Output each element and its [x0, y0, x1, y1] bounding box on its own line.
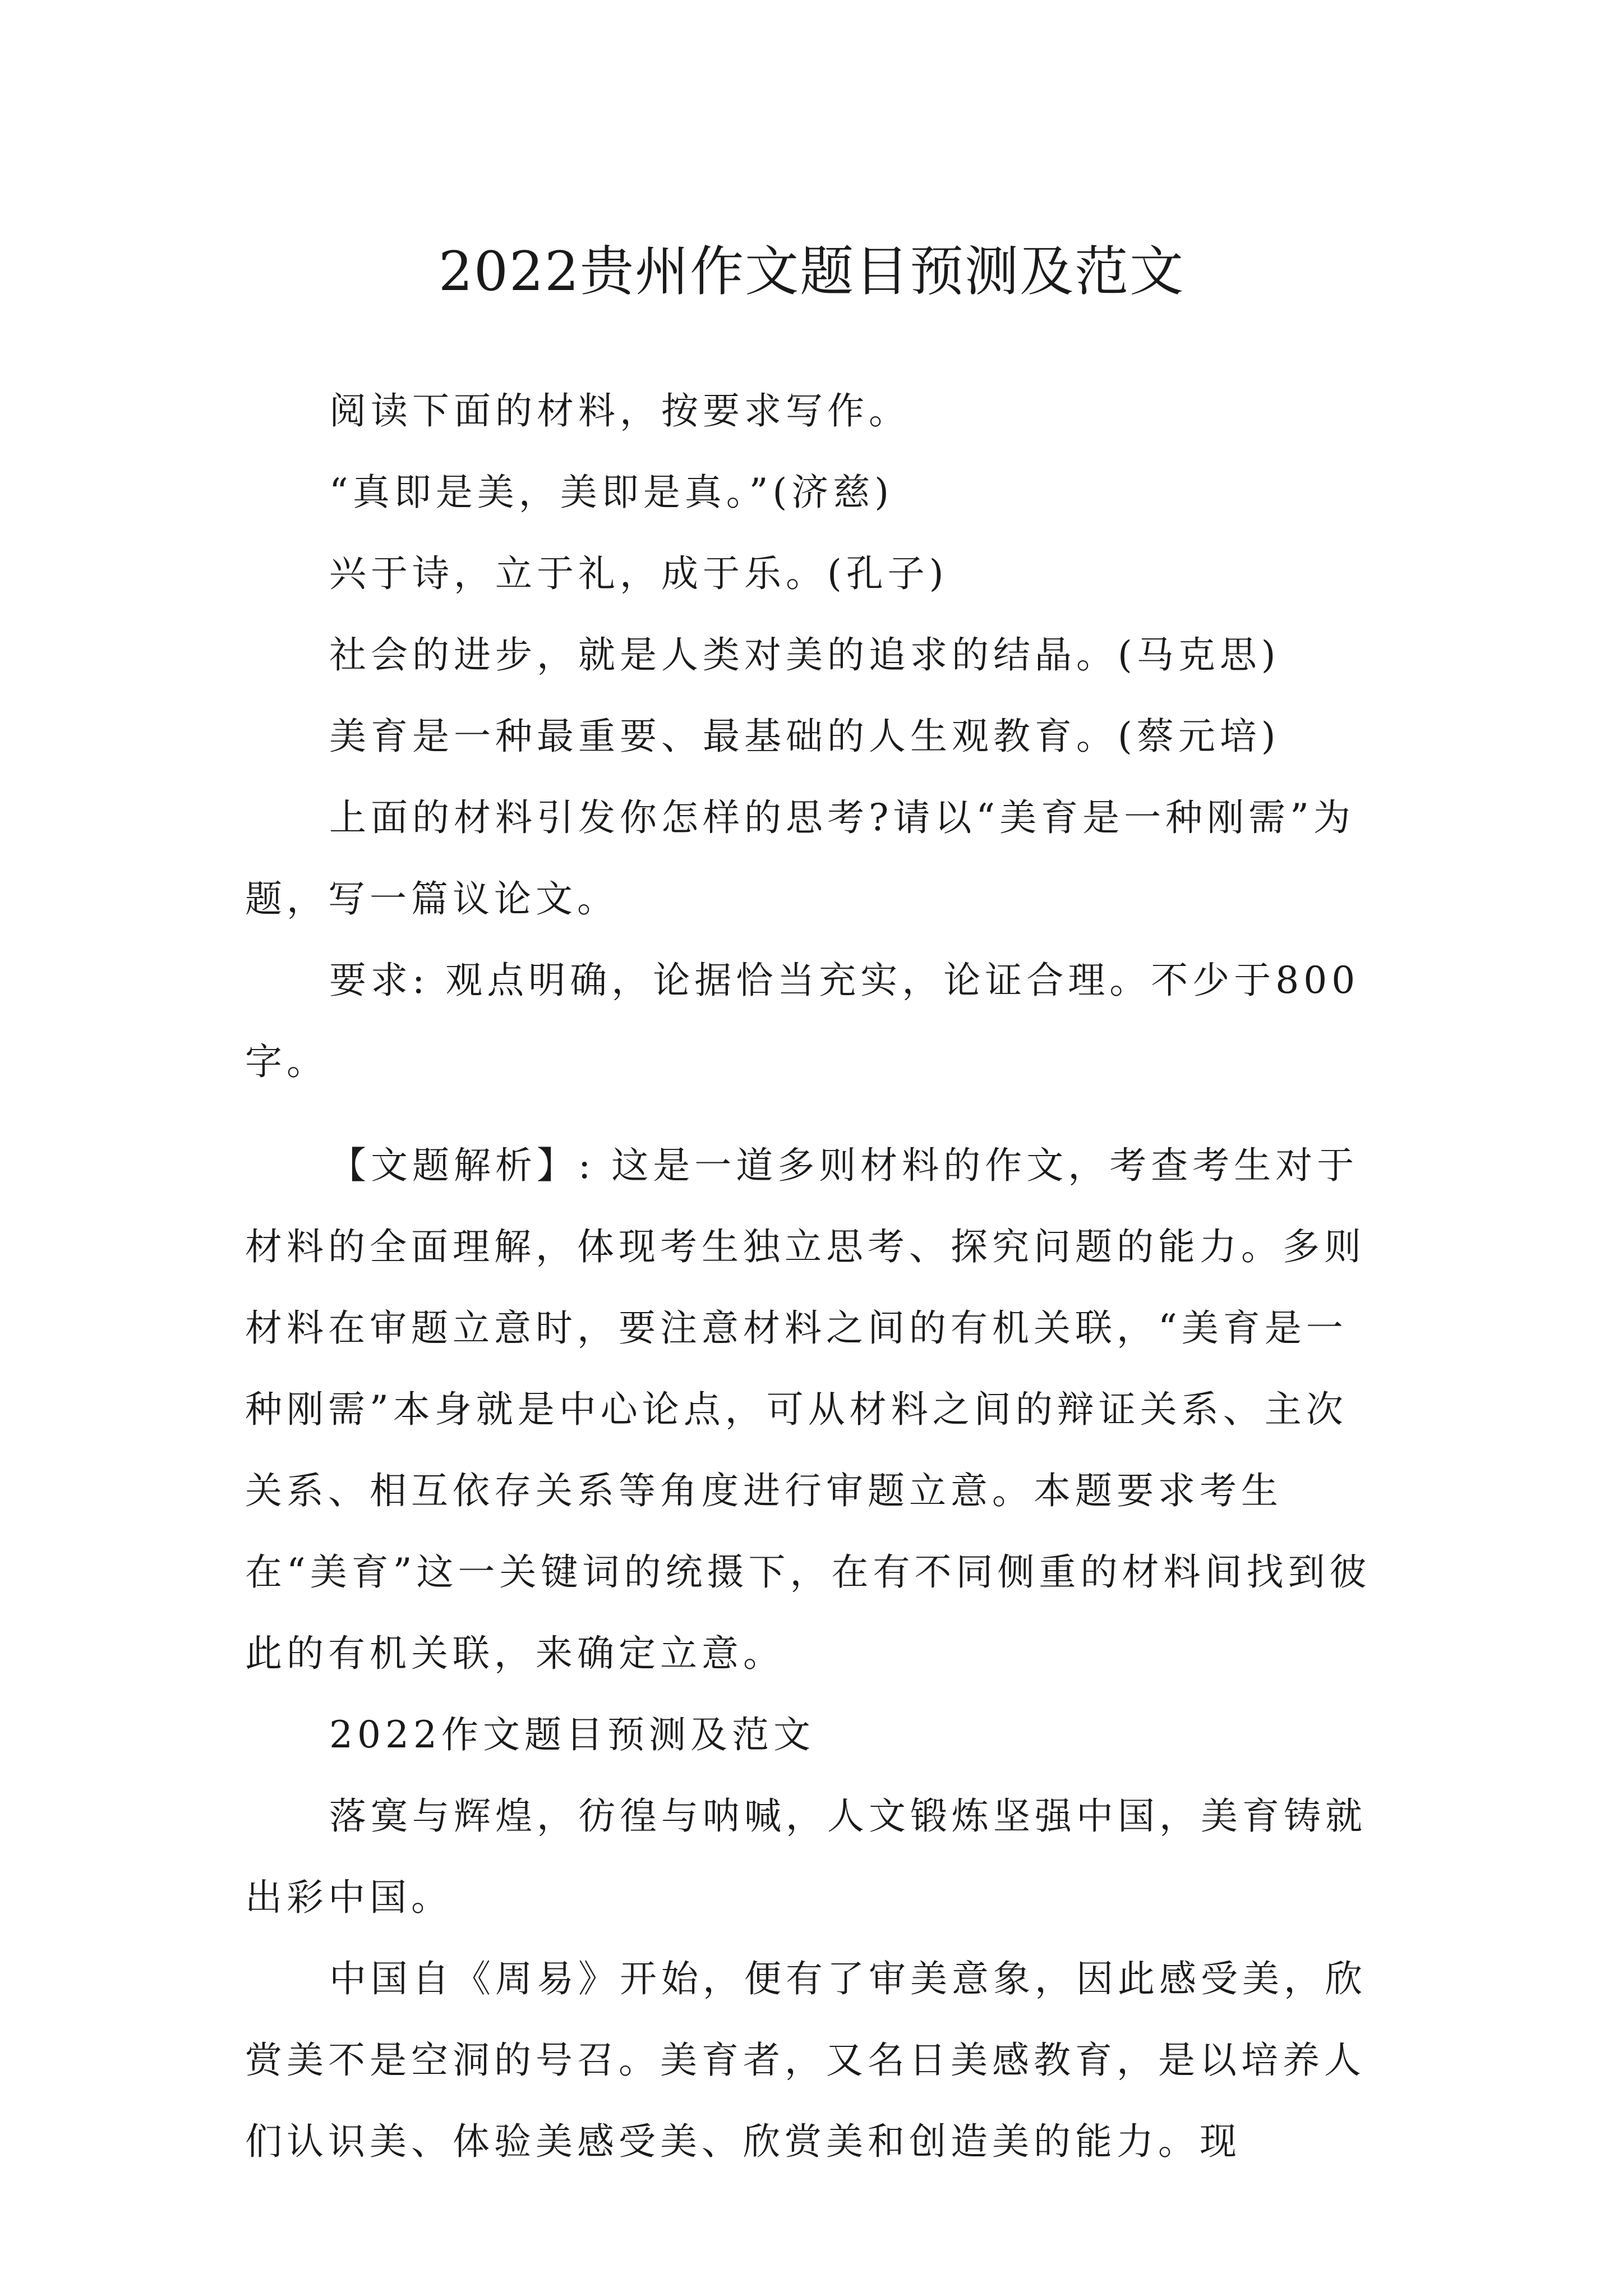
paragraph-analysis: 【文题解析】: 这是一道多则材料的作文，考查考生对于材料的全面理解，体现考生独立思考、探究问题的能力。多则材料在审题立意时，要注意材料之间的有机关联，“美育是一种刚需”本身就是中心论点，可从材料之间的辩证关系、主次关系、相互依存关系等角度进行审题立意。本题要求考生在“美育”这一关键词的统摄下，在有不同侧重的材料间找到彼此的有机关联，来确定立意。	[245, 1144, 1371, 1675]
paragraph-essay-2: 中国自《周易》开始，便有了审美意象，因此感受美，欣赏美不是空洞的号召。美育者，又名日美感教育，是以培养人们认识美、体验美感受美、欣赏美和创造美的能力。现	[245, 1957, 1367, 2163]
paragraph-quote-keats: “真即是美，美即是真。”(济慈)	[329, 471, 893, 514]
paragraph-essay-heading: 2022作文题目预测及范文	[329, 1713, 815, 1756]
paragraph-quote-confucius: 兴于诗，立于礼，成于乐。(孔子)	[329, 552, 948, 595]
paragraph-quote-marx: 社会的进步，就是人类对美的追求的结晶。(马克思)	[329, 633, 1280, 677]
document-body	[245, 370, 1384, 2182]
paragraph-essay-1: 落寞与辉煌，彷徨与呐喊，人文锻炼坚强中国，美育铸就出彩中国。	[245, 1795, 1367, 1919]
paragraph-requirements: 要求: 观点明确，论据恰当充实，论证合理。不少于800字。	[245, 959, 1360, 1083]
document-title: 2022贵州作文题目预测及范文	[438, 240, 1185, 303]
paragraph-quote-cai: 美育是一种最重要、最基础的人生观教育。(蔡元培)	[329, 715, 1280, 758]
paragraph-instruction: 阅读下面的材料，按要求写作。	[329, 389, 910, 432]
paragraph-prompt: 上面的材料引发你怎样的思考?请以“美育是一种刚需”为题，写一篇议论文。	[245, 796, 1355, 921]
